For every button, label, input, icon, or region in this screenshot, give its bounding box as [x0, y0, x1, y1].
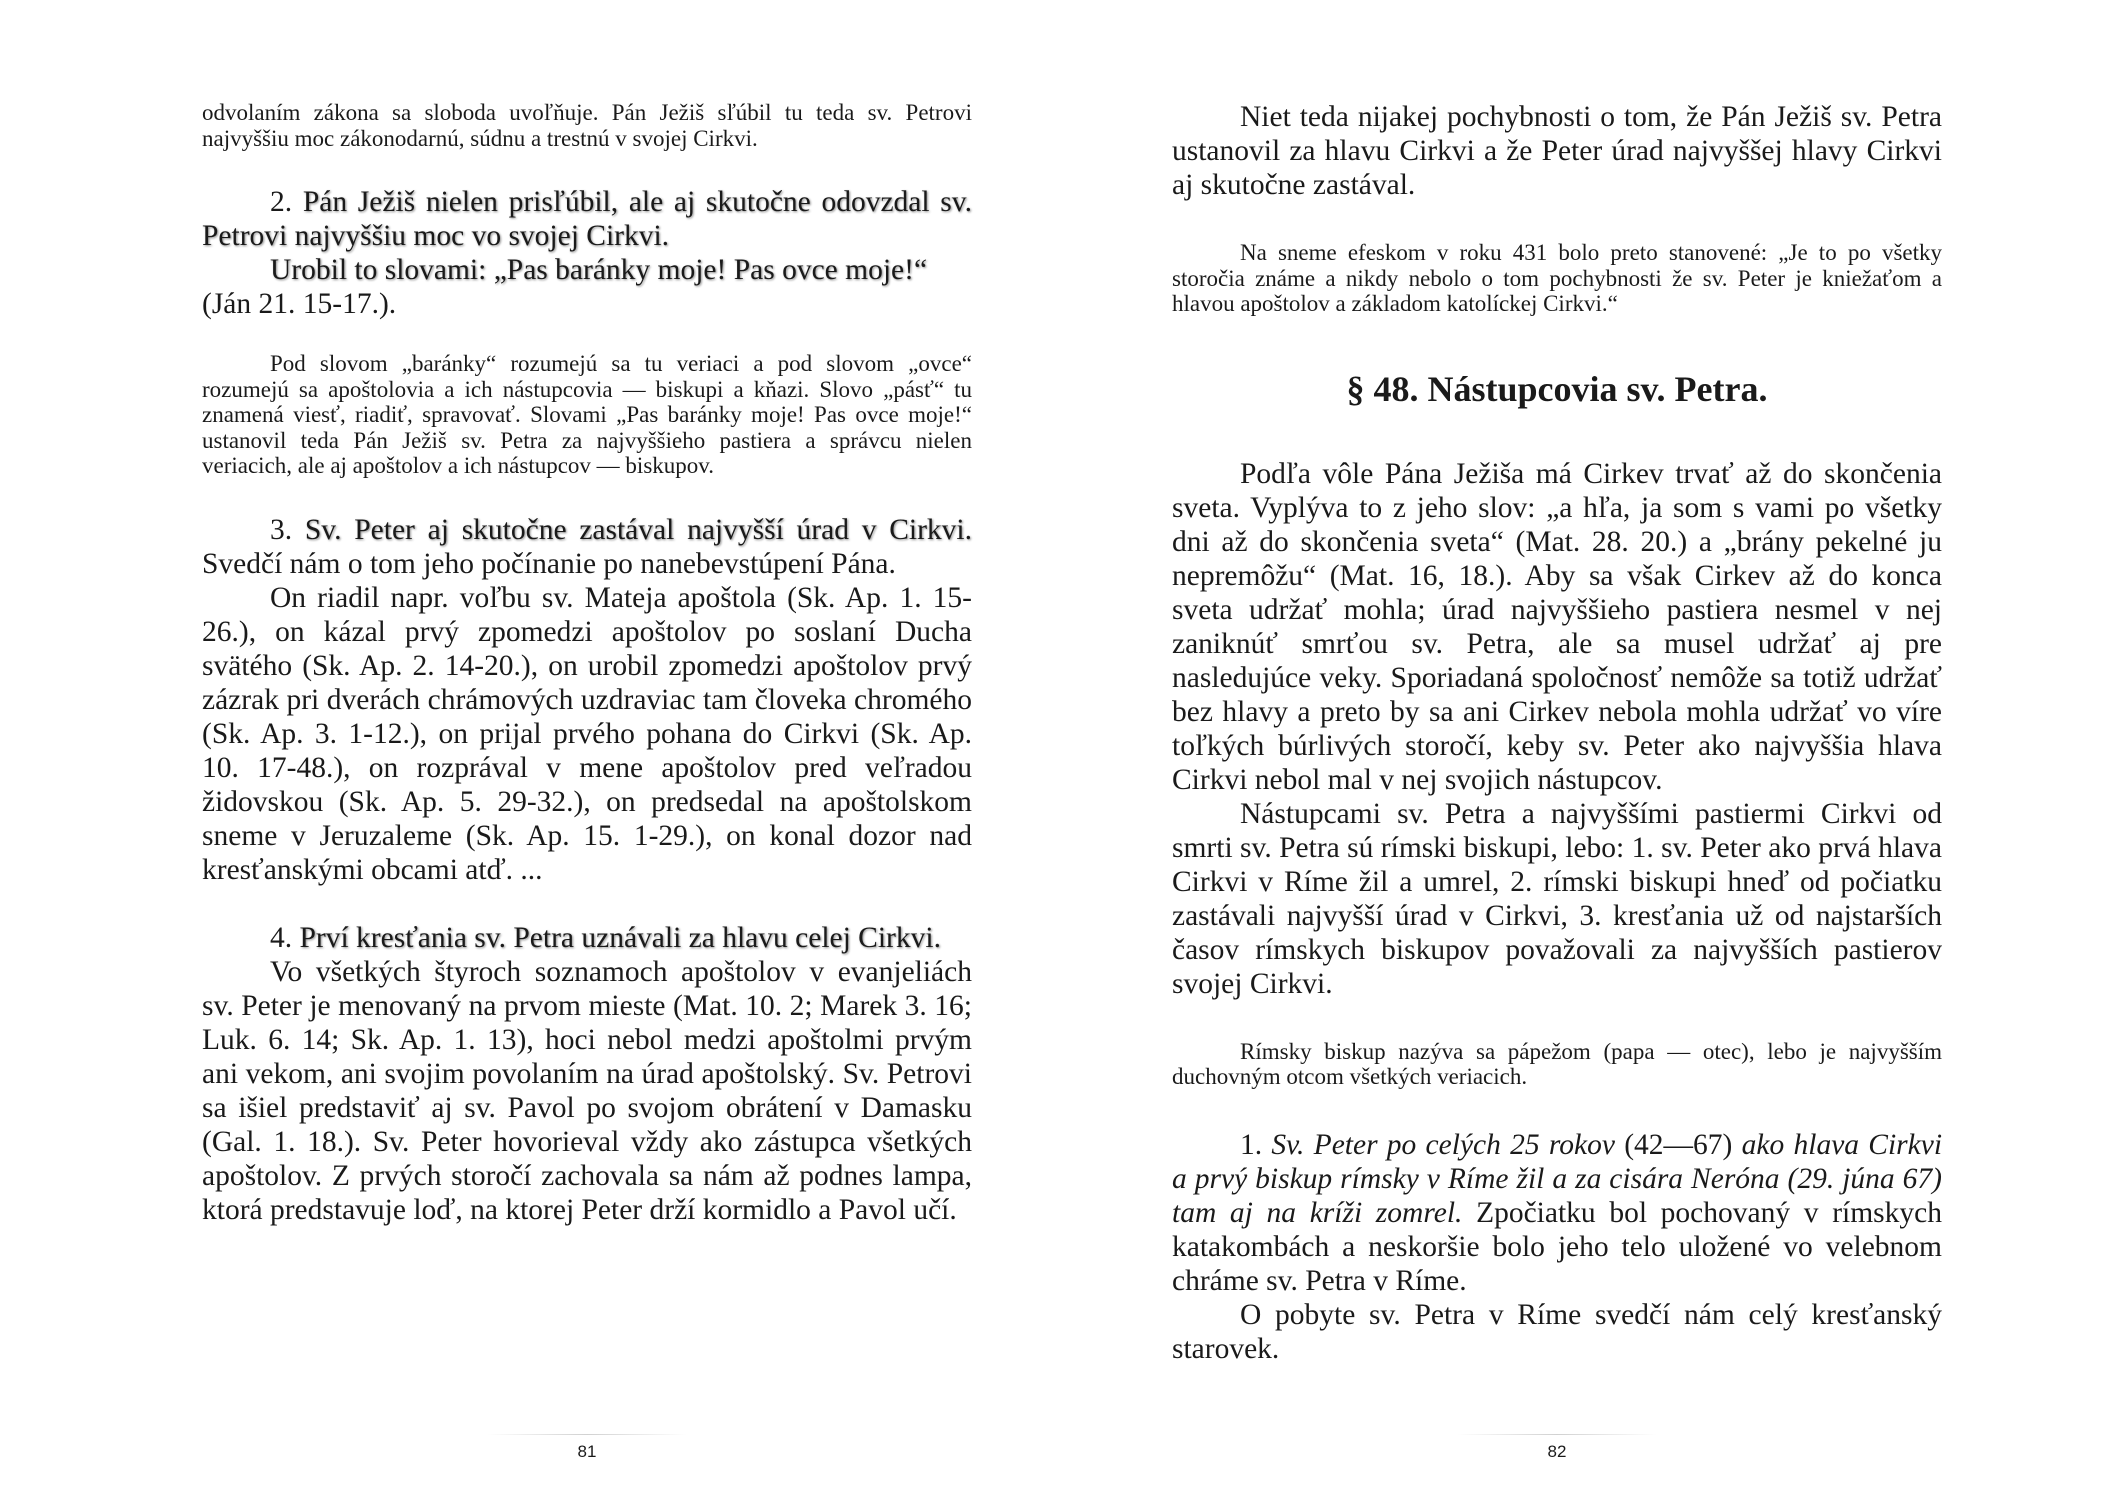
note-papez: Rímsky biskup nazýva sa pápežom (papa — otec), lebo je najvyšším duchovným otcom všetkých veriacich.	[1172, 1038, 1942, 1089]
point-1-number: 1.	[1240, 1128, 1263, 1161]
point-3-body: On riadil napr. voľbu sv. Mateja apoštola (Sk. Ap. 1. 15-26.), on kázal prvý zpomedzi apoštolov po soslaní Ducha svätého (Sk. Ap. 2. 14-20.), on urobil zpomedzi apoštolov prvý zázrak pri dverách chrámových uzdraviac tam človeka chromého (Sk. Ap. 3. 1-12.), on prijal prvého pohana do Cirkvi (Sk. Ap. 10. 17-48.), on rozprával v mene apoštolov pred veľradou židovskou (Sk. Ap. 5. 29-32.), on predsedal na apoštolskom sneme v Jeruzaleme (Sk. Ap. 15. 1-29.), on konal dozor nad kresťanskými obcami atď. ...	[202, 581, 972, 886]
paragraph-pobyt: O pobyte sv. Petra v Ríme svedčí nám celý kresťanský starovek.	[1172, 1298, 1942, 1365]
paragraph-nastupcami: Nástupcami sv. Petra a najvyššími pastiermi Cirkvi od smrti sv. Petra sú rímski biskupi, lebo: 1. sv. Peter ako prvá hlava Cirkvi v Ríme žil a umrel, 2. rímski biskupi hneď od počiatku zastávali najvyšší úrad v Cirkvi, 3. kresťania už od najstarších časov rímskych biskupov považovali za najvyšších pastierov svojej Cirkvi.	[1172, 797, 1942, 1000]
point-2-line-b: (Ján 21. 15-17.).	[202, 288, 397, 320]
page-footer-rule	[487, 1434, 687, 1435]
point-3-paragraph	[202, 513, 972, 581]
point-4-number: 4.	[270, 921, 293, 954]
point-4-heading: Prví kresťania sv. Petra uznávali za hlavu celej Cirkvi.	[299, 921, 941, 954]
point-2-paragraph	[202, 185, 972, 253]
point-1-paragraph: 1. Sv. Peter po celých 25 rokov (42—67) ako hlava Cirkvi a prvý biskup rímsky v Ríme žil a za cisára Neróna (29. júna 67) tam aj na kríži zomrel. Zpočiatku bol pochovaný v rímskych katakombách a neskoršie bolo jeho telo uložené vo velebnom chráme sv. Petra v Ríme.	[1172, 1128, 1943, 1297]
right-page	[1172, 0, 1942, 1500]
point-4-paragraph	[202, 921, 972, 955]
point-2-heading: Pán Ježiš nielen prisľúbil, ale aj skutočne odovzdal sv. Petrovi najvyššiu moc vo svojej Cirkvi.	[202, 186, 972, 252]
paragraph-vola: Podľa vôle Pána Ježiša má Cirkev trvať až do skončenia sveta. Vyplýva to z jeho slov: „a hľa, ja som s vami po všetky dni až do skončenia sveta“ (Mat. 28. 20.) a „brány pekelné ju nepremôžu“ (Mat. 16, 18.). Aby sa však Cirkev až do konca sveta udržať mohla; úrad najvyššieho pastiera nesmel v nej zaniknúť smrťou sv. Petra, ale sa musel udržať aj pre nasledujúce veky. Sporiadaná spoločnosť nemôže sa totiž udržať bez hlavy a preto by sa ani Cirkev nebola mohla udržať vo víre toľkých búrlivých storočí, keby sv. Peter ako najvyššia hlava Cirkvi nebol mal v nej svojich nástupcov.	[1172, 457, 1942, 796]
point-3-rest: Svedčí nám o tom jeho počínanie po nanebevstúpení Pána.	[202, 547, 896, 580]
point-2-line-a: Urobil to slovami: „Pas baránky moje! Pas ovce moje!“	[270, 254, 928, 286]
point-3-heading: Sv. Peter aj skutočne zastával najvyšší úrad v Cirkvi.	[304, 513, 972, 546]
note-efez: Na sneme efeskom v roku 431 bolo preto stanovené: „Je to po všetky storočia známe a nikdy nebolo o tom pochybnosti že sv. Peter je kniežaťom a hlavou apoštolov a základom katolíckej Cirkvi.“	[1172, 240, 1942, 316]
page-number: 81	[577, 1442, 597, 1461]
right-page-text	[1172, 100, 1942, 1366]
left-page-text	[202, 100, 972, 1227]
point-3-number: 3.	[270, 513, 293, 546]
left-page	[202, 0, 972, 1500]
point-2-number: 2.	[270, 186, 293, 218]
section-title: § 48. Nástupcovia sv. Petra.	[1346, 368, 1768, 409]
note-baranky: Pod slovom „baránky“ rozumejú sa tu veriaci a pod slovom „ovce“ rozumejú sa apoštolovia a ich nástupcovia — biskupi a kňazi. Slovo „pásť“ tu znamená viesť, riadiť, spravovať. Slovami „Pas baránky moje! Pas ovce moje!“ ustanovil teda Pán Ježiš sv. Petra za najvyššieho pastiera a správcu nielen veriacich, ale aj apoštolov a ich nástupcov — biskupov.	[202, 351, 972, 478]
point-4-body: Vo všetkých štyroch soznamoch apoštolov v evanjeliách sv. Peter je menovaný na prvom mieste (Mat. 10. 2; Marek 3. 16; Luk. 6. 14; Sk. Ap. 1. 13), hoci nebol medzi apoštolmi prvým ani vekom, ani svojim povolaním na úrad apoštolský. Sv. Petrovi sa išiel predstaviť aj sv. Pavol po svojom obrátení v Damasku (Gal. 1. 18.). Sv. Peter hovorieval vždy ako zástupca všetkých apoštolov. Z prvých storočí zachovala sa nám až podnes lampa, ktorá predstavuje loď, na ktorej Peter drží kormidlo a Pavol učí.	[202, 955, 972, 1226]
left-top-text: odvolaním zákona sa sloboda uvoľňuje. Pán Ježiš sľúbil tu teda sv. Petrovi najvyššiu moc zákonodarnú, súdnu a trestnú v svojej Cirkvi.	[202, 100, 972, 151]
page-number: 82	[1547, 1442, 1567, 1461]
page-footer-rule	[1457, 1434, 1657, 1435]
intro-paragraph: Niet teda nijakej pochybnosti o tom, že Pán Ježiš sv. Petra ustanovil za hlavu Cirkvi a že Peter úrad najvyššej hlavy Cirkvi aj skutočne zastával.	[1172, 101, 1942, 201]
